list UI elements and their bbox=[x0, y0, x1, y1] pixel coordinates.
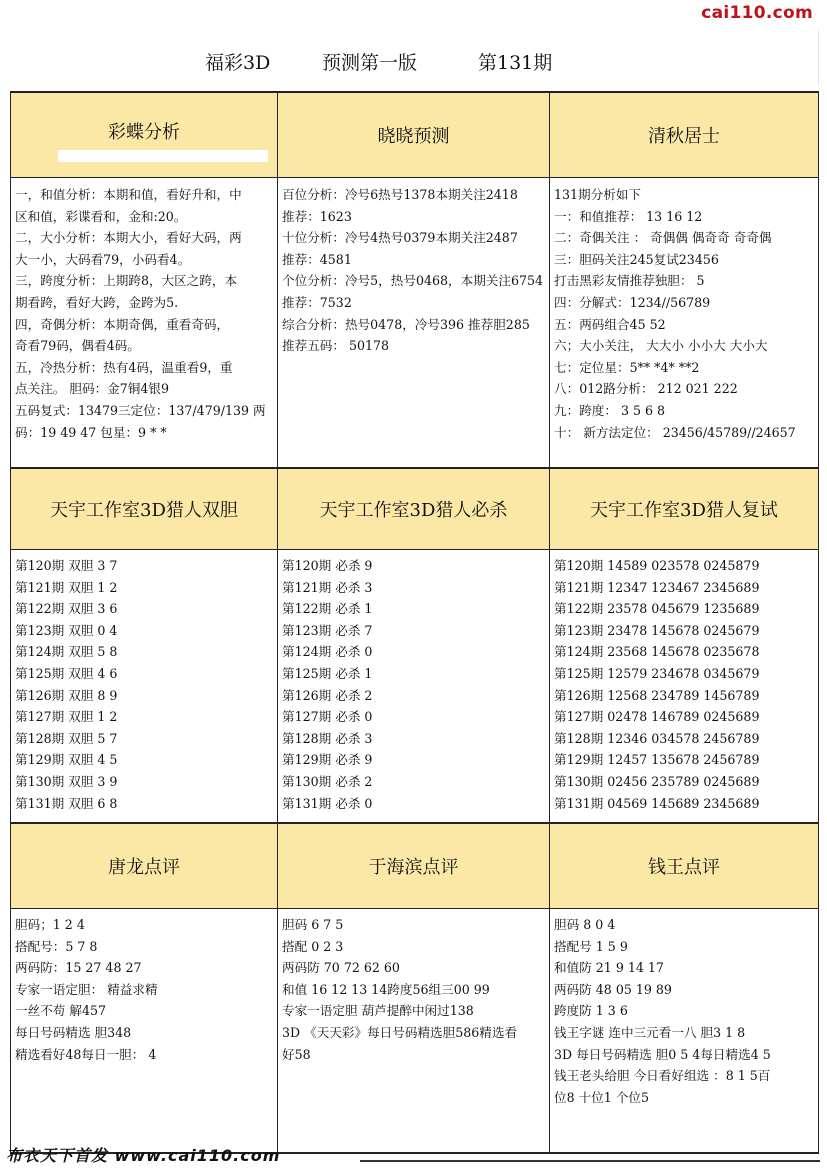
text-line: 个位分析：冷号5，热号0468，本期关注6754 bbox=[282, 273, 544, 289]
text-line: 和值防 21 9 14 17 bbox=[554, 960, 664, 976]
history-row: 第130期 双胆 3 9 bbox=[15, 773, 118, 789]
history-row: 第122期 必杀 1 bbox=[282, 601, 373, 617]
text-line: 十： 新方法定位： 23456/45789//24657 bbox=[554, 424, 796, 440]
yuhaibin-review-body bbox=[278, 914, 549, 1150]
history-row: 第128期 双胆 5 7 bbox=[15, 730, 118, 746]
text-line: 九：跨度： 3 5 6 8 bbox=[554, 402, 666, 418]
history-row: 第121期 双胆 1 2 bbox=[15, 579, 118, 595]
tianyu-multi-body bbox=[550, 555, 818, 820]
history-row: 第121期 必杀 3 bbox=[282, 579, 373, 595]
text-line: 八：012路分析： 212 021 222 bbox=[554, 381, 738, 397]
text-line: 胆码 6 7 5 bbox=[282, 917, 344, 932]
text-line: 一丝不苟 解457 bbox=[15, 1003, 107, 1019]
history-row: 第126期 12568 234789 1456789 bbox=[554, 687, 760, 703]
text-line: 大一小，大码看79，小码看4。 bbox=[15, 251, 191, 267]
header-qianwang: 钱王点评 bbox=[550, 824, 818, 908]
text-line: 3D 每日号码精选 胆0 5 4每日精选4 5 bbox=[554, 1046, 771, 1062]
text-line: 跨度防 1 3 6 bbox=[554, 1003, 628, 1019]
grid-border-right bbox=[818, 91, 819, 1154]
history-row: 第120期 14589 023578 0245879 bbox=[554, 558, 760, 573]
text-line: 3D 《天天彩》每日号码精选胆586精选看 bbox=[282, 1024, 518, 1040]
history-row: 第129期 双胆 4 5 bbox=[15, 752, 118, 768]
history-row: 第120期 双胆 3 7 bbox=[15, 558, 118, 573]
row2-header-rule bbox=[10, 549, 819, 550]
footer-watermark[interactable]: 布衣天下首发 www.cai110.com bbox=[6, 1146, 281, 1165]
header-yuhaibin: 于海滨点评 bbox=[278, 824, 549, 908]
text-line: 和值 16 12 13 14跨度56组三00 99 bbox=[282, 981, 490, 997]
text-line: 推荐：1623 bbox=[282, 208, 352, 224]
header-tianyu-multi: 天宇工作室3D猎人复试 bbox=[550, 469, 818, 549]
tanglong-review-body bbox=[11, 914, 277, 1150]
text-line: 推荐：7532 bbox=[282, 294, 352, 310]
xiaoxiao-prediction-body bbox=[278, 184, 549, 464]
text-line: 每日号码精选 胆348 bbox=[15, 1024, 132, 1040]
text-line: 位8 十位1 个位5 bbox=[554, 1089, 650, 1105]
header-qingqiu: 清秋居士 bbox=[550, 93, 818, 177]
history-row: 第131期 必杀 0 bbox=[282, 795, 373, 811]
text-line: 点关注。 胆码：金7铜4银9 bbox=[15, 381, 169, 397]
history-row: 第124期 23568 145678 0235678 bbox=[554, 644, 760, 660]
site-logo[interactable]: cai110.com bbox=[701, 3, 813, 23]
history-row: 第130期 必杀 2 bbox=[282, 773, 373, 789]
text-line: 五，冷热分析：热有4码，温重看9，重 bbox=[15, 359, 233, 375]
text-line: 三：胆码关注245复试23456 bbox=[554, 251, 719, 267]
caidie-analysis-body bbox=[11, 184, 277, 464]
history-row: 第128期 12346 034578 2456789 bbox=[554, 730, 760, 746]
text-line: 搭配号：5 7 8 bbox=[15, 938, 98, 954]
text-line: 二：奇偶关注 ： 奇偶偶 偶奇奇 奇奇偶 bbox=[554, 230, 772, 246]
text-line: 期看跨，看好大跨，金跨为5. bbox=[15, 294, 179, 310]
text-line: 区和值，彩谍看和，金和:20。 bbox=[15, 208, 187, 224]
text-line: 一：和值推荐： 13 16 12 bbox=[554, 208, 703, 224]
text-line: 两码防：15 27 48 27 bbox=[15, 960, 142, 976]
history-row: 第123期 必杀 7 bbox=[282, 622, 373, 638]
header-underline-bar bbox=[58, 150, 268, 162]
text-line: 专家一语定胆： 精益求精 bbox=[15, 981, 158, 997]
history-row: 第125期 必杀 1 bbox=[282, 665, 373, 681]
qianwang-review-body bbox=[550, 914, 818, 1150]
history-row: 第120期 必杀 9 bbox=[282, 558, 373, 573]
history-row: 第127期 02478 146789 0245689 bbox=[554, 709, 760, 725]
text-line: 一，和值分析：本期和值，看好升和，中 bbox=[15, 187, 242, 202]
history-row: 第125期 12579 234678 0345679 bbox=[554, 665, 760, 681]
header-tianyu-double: 天宇工作室3D猎人双胆 bbox=[11, 469, 277, 549]
qingqiu-analysis-body bbox=[550, 184, 818, 464]
header-xiaoxiao: 晓晓预测 bbox=[278, 93, 549, 177]
text-line: 四：分解式：1234//56789 bbox=[554, 294, 711, 310]
text-line: 七：定位星：5** *4* **2 bbox=[554, 359, 700, 375]
header-tianyu-kill: 天宇工作室3D猎人必杀 bbox=[278, 469, 549, 549]
text-line: 钱王字谜 连中三元看一八 胆3 1 8 bbox=[554, 1024, 746, 1040]
history-row: 第129期 12457 135678 2456789 bbox=[554, 752, 760, 768]
text-line: 好58 bbox=[282, 1046, 311, 1062]
text-line: 十位分析：冷号4热号0379本期关注2487 bbox=[282, 230, 518, 246]
text-line: 钱王老头给胆 今日看好组选 ：8 1 5百 bbox=[554, 1068, 771, 1084]
history-row: 第126期 双胆 8 9 bbox=[15, 687, 118, 703]
history-row: 第131期 双胆 6 8 bbox=[15, 795, 118, 811]
text-line: 搭配号 1 5 9 bbox=[554, 938, 628, 954]
history-row: 第122期 双胆 3 6 bbox=[15, 601, 118, 617]
text-line: 二，大小分析：本期大小，看好大码，两 bbox=[15, 230, 242, 246]
text-line: 奇看79码，偶看4码。 bbox=[15, 338, 140, 354]
history-row: 第127期 双胆 1 2 bbox=[15, 709, 118, 725]
title-issue: 第131期 bbox=[478, 52, 553, 74]
text-line: 胆码 8 0 4 bbox=[554, 917, 616, 932]
text-line: 码：19 49 47 包星：9 * * bbox=[15, 424, 167, 440]
history-row: 第131期 04569 145689 2345689 bbox=[554, 795, 760, 811]
history-row: 第126期 必杀 2 bbox=[282, 687, 373, 703]
row3-header-rule bbox=[10, 908, 819, 909]
header-caidie: 彩蝶分析 bbox=[11, 93, 277, 177]
title-edition: 预测第一版 bbox=[322, 52, 418, 74]
text-line: 百位分析：冷号6热号1378本期关注2418 bbox=[282, 187, 518, 202]
text-line: 搭配 0 2 3 bbox=[282, 938, 344, 954]
tianyu-kill-body bbox=[278, 555, 549, 820]
text-line: 六；大小关注， 大大小 小小大 大小大 bbox=[554, 338, 768, 354]
history-row: 第130期 02456 235789 0245689 bbox=[554, 773, 760, 789]
text-line: 五：两码组合45 52 bbox=[554, 316, 666, 332]
text-line: 推荐：4581 bbox=[282, 251, 352, 267]
history-row: 第127期 必杀 0 bbox=[282, 709, 373, 725]
history-row: 第124期 双胆 5 8 bbox=[15, 644, 118, 660]
text-line: 打击黑彩友情推荐独胆： 5 bbox=[554, 273, 705, 289]
text-line: 综合分析：热号0478，冷号396 推荐胆285 bbox=[282, 316, 530, 332]
text-line: 专家一语定胆 葫芦提醉中闲过138 bbox=[282, 1003, 474, 1019]
text-line: 推荐五码： 50178 bbox=[282, 338, 390, 354]
text-line: 131期分析如下 bbox=[554, 187, 642, 202]
row1-header-rule bbox=[10, 177, 819, 178]
footer-rule bbox=[360, 1160, 820, 1162]
text-line: 胆码；1 2 4 bbox=[15, 917, 85, 932]
history-row: 第123期 23478 145678 0245679 bbox=[554, 622, 760, 638]
text-line: 四，奇偶分析：本期奇偶，重看奇码， bbox=[15, 316, 230, 332]
text-line: 三，跨度分析：上期跨8，大区之跨，本 bbox=[15, 273, 238, 289]
history-row: 第125期 双胆 4 6 bbox=[15, 665, 118, 681]
history-row: 第128期 必杀 3 bbox=[282, 730, 373, 746]
text-line: 两码防 70 72 62 60 bbox=[282, 960, 400, 976]
history-row: 第123期 双胆 0 4 bbox=[15, 622, 118, 638]
text-line: 两码防 48 05 19 89 bbox=[554, 981, 672, 997]
title-lottery: 福彩3D bbox=[205, 52, 271, 74]
history-row: 第122期 23578 045679 1235689 bbox=[554, 601, 760, 617]
tianyu-double-body bbox=[11, 555, 277, 820]
text-line: 精选看好48每日一胆： 4 bbox=[15, 1046, 157, 1062]
history-row: 第129期 必杀 9 bbox=[282, 752, 373, 768]
history-row: 第124期 必杀 0 bbox=[282, 644, 373, 660]
header-tanglong: 唐龙点评 bbox=[11, 824, 277, 908]
history-row: 第121期 12347 123467 2345689 bbox=[554, 579, 760, 595]
text-line: 五码复式：13479三定位：137/479/139 两 bbox=[15, 402, 266, 418]
